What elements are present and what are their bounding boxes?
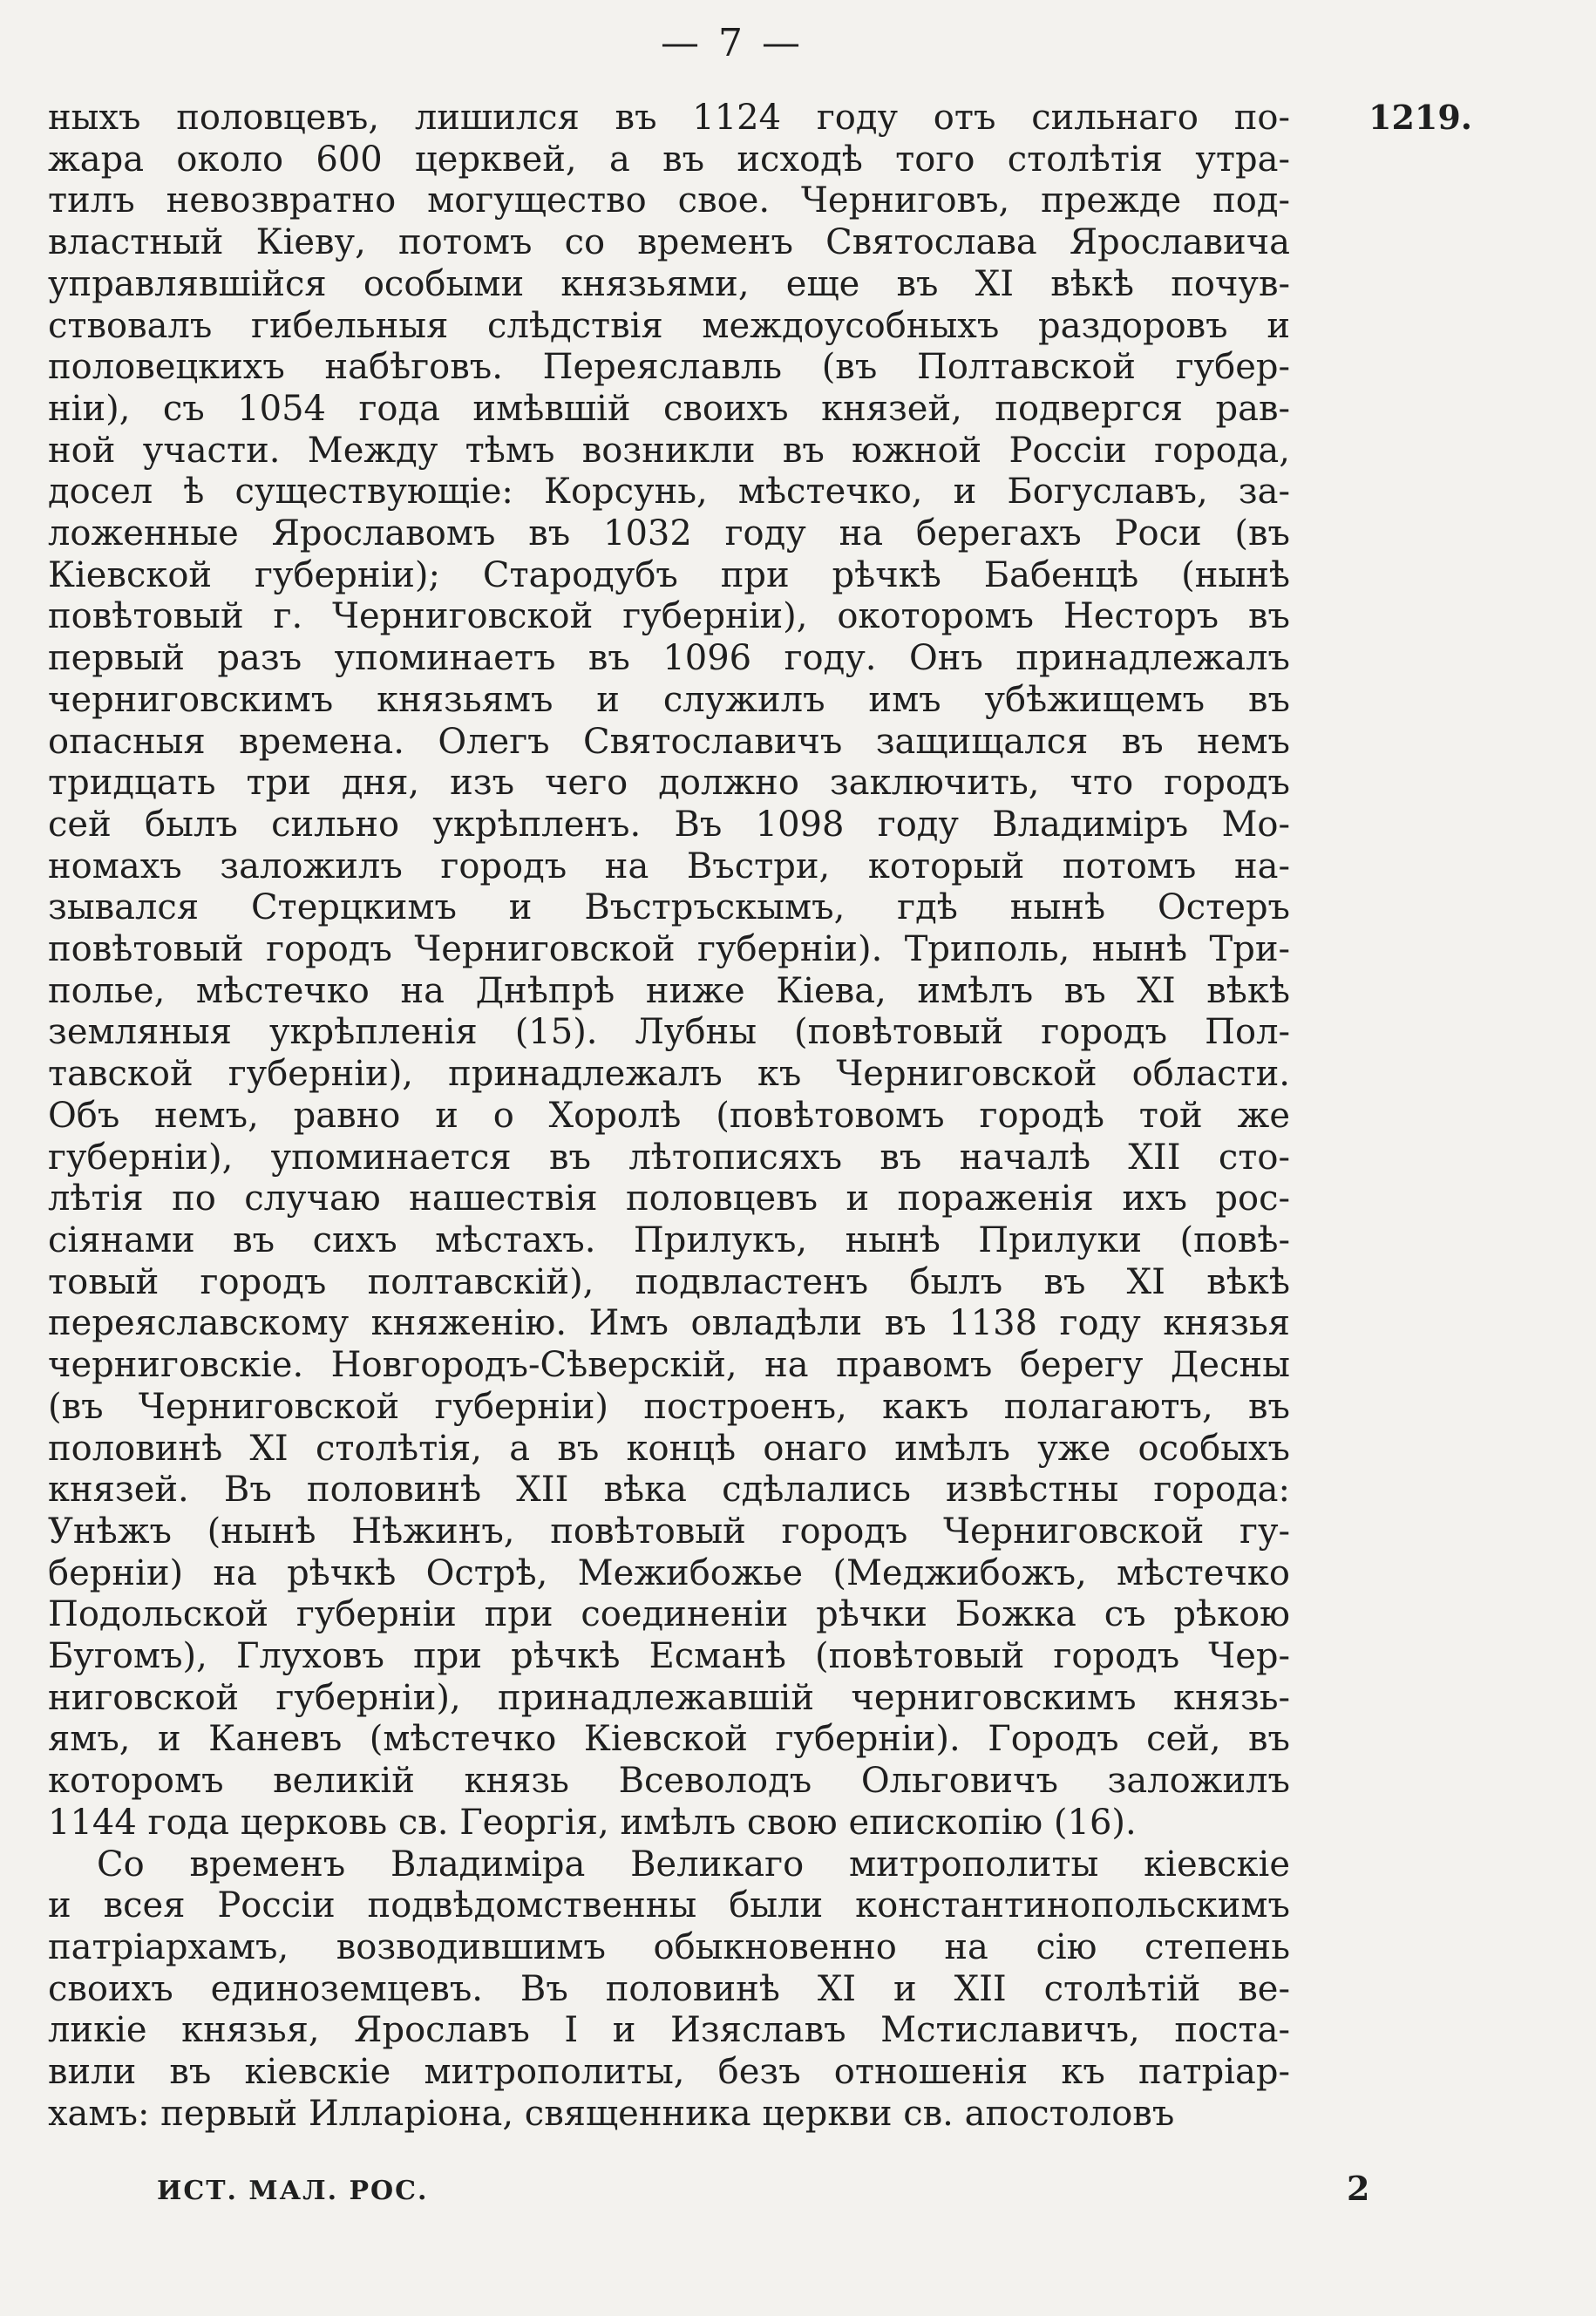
text-line: ниговской губерніи), принадлежавшій черниговскимъ князь- <box>48 1677 1290 1718</box>
printer-signature: ИСТ. МАЛ. РОС. <box>157 2176 429 2206</box>
text-line: хамъ: первый Илларіона, священника церкви св. апостоловъ <box>48 2093 1175 2134</box>
text-line: досел ѣ существующіе: Корсунь, мѣстечко, и Богуславъ, за- <box>48 472 1290 513</box>
text-line: Подольской губерніи при соединеніи рѣчки Божка съ рѣкою <box>48 1594 1290 1635</box>
text-line: Кіевской губерніи); Стародубъ при рѣчкѣ Бабенцѣ (нынѣ <box>48 554 1290 595</box>
text-line: берніи) на рѣчкѣ Острѣ, Межибожье (Меджибожъ, мѣстечко <box>48 1552 1290 1593</box>
text-line: тридцать три дня, изъ чего должно заключить, что городъ <box>48 763 1290 804</box>
text-line: черниговскимъ князьямъ и служилъ имъ убѣжищемъ въ <box>48 679 1290 720</box>
text-line: Бугомъ), Глуховъ при рѣчкѣ Есманѣ (повѣтовый городъ Чер- <box>48 1636 1290 1677</box>
text-line: и всея Россіи подвѣдомственны были константинопольскимъ <box>48 1885 1290 1926</box>
text-line: Со временъ Владиміра Великаго митрополиты кіевскіе <box>97 1844 1290 1885</box>
text-line: зывался Стерцкимъ и Въстръскымъ, гдѣ нынѣ Остеръ <box>48 887 1290 928</box>
text-line: ныхъ половцевъ, лишился въ 1124 году отъ сильнаго по- <box>48 98 1290 138</box>
margin-year-note: 1219. <box>1368 98 1472 137</box>
sheet-number: 2 <box>1347 2169 1370 2208</box>
text-line: ствовалъ гибельныя слѣдствія междоусобныхъ раздоровъ и <box>48 305 1290 346</box>
text-line: Унѣжъ (нынѣ Нѣжинъ, повѣтовый городъ Черниговской гу- <box>48 1511 1290 1552</box>
text-line: номахъ заложилъ городъ на Въстри, который потомъ на- <box>48 846 1290 886</box>
text-line: ніи), съ 1054 года имѣвшій своихъ князей, подвергся рав- <box>48 388 1290 429</box>
text-line: Объ немъ, равно и о Хоролѣ (повѣтовомъ городѣ той же <box>48 1095 1290 1136</box>
text-line: черниговскіе. Новгородъ-Сѣверскій, на правомъ берегу Десны <box>48 1345 1290 1386</box>
text-line: первый разъ упоминаетъ въ 1096 году. Онъ принадлежалъ <box>48 638 1290 679</box>
text-line: переяславскому княженію. Имъ овладѣли въ 1138 году князья <box>48 1303 1290 1344</box>
text-line: 1144 года церковь св. Георгія, имѣлъ свою епископію (16). <box>48 1802 1137 1843</box>
text-line: земляныя укрѣпленія (15). Лубны (повѣтовый городъ Пол- <box>48 1012 1290 1053</box>
page-number: — 7 — <box>661 21 804 65</box>
text-line: половецкихъ набѣговъ. Переяславль (въ Полтавской губер- <box>48 347 1290 388</box>
text-line: которомъ великій князь Всеволодъ Ольговичъ заложилъ <box>48 1761 1290 1802</box>
text-line: полье, мѣстечко на Днѣпрѣ ниже Кіева, имѣлъ въ XI вѣкѣ <box>48 970 1290 1011</box>
text-line: лѣтія по случаю нашествія половцевъ и пораженія ихъ рос- <box>48 1178 1290 1219</box>
text-line: сіянами въ сихъ мѣстахъ. Прилукъ, нынѣ Прилуки (повѣ- <box>48 1219 1290 1260</box>
text-line: ямъ, и Каневъ (мѣстечко Кіевской губерніи). Городъ сей, въ <box>48 1719 1290 1760</box>
text-line: половинѣ XI столѣтія, а въ концѣ онаго имѣлъ уже особыхъ <box>48 1428 1290 1469</box>
text-line: товый городъ полтавскій), подвластенъ былъ въ XI вѣкѣ <box>48 1261 1290 1302</box>
text-line: властный Кіеву, потомъ со временъ Святослава Ярославича <box>48 222 1290 263</box>
text-line: повѣтовый г. Черниговской губерніи), окоторомъ Несторъ въ <box>48 596 1290 637</box>
text-line: жара около 600 церквей, а въ исходѣ того столѣтія утра- <box>48 139 1290 180</box>
text-line: ной участи. Между тѣмъ возникли въ южной Россіи города, <box>48 430 1290 471</box>
text-line: тилъ невозвратно могущество свое. Черниговъ, прежде под- <box>48 180 1290 221</box>
text-line: губерніи), упоминается въ лѣтописяхъ въ началѣ XII сто- <box>48 1137 1290 1178</box>
text-line: опасныя времена. Олегъ Святославичъ защищался въ немъ <box>48 721 1290 762</box>
text-line: ложенные Ярославомъ въ 1032 году на берегахъ Роси (въ <box>48 513 1290 554</box>
text-line: вили въ кіевскіе митрополиты, безъ отношенія къ патріар- <box>48 2052 1290 2093</box>
text-line: управлявшійся особыми князьями, еще въ XI вѣкѣ почув- <box>48 263 1290 304</box>
text-line: ликіе князья, Ярославъ I и Изяславъ Мстиславичъ, поста- <box>48 2010 1290 2051</box>
text-line: тавской губерніи), принадлежалъ къ Черниговской области. <box>48 1054 1290 1095</box>
text-line: повѣтовый городъ Черниговской губерніи). Триполь, нынѣ Три- <box>48 929 1290 970</box>
text-line: сей былъ сильно укрѣпленъ. Въ 1098 году Владиміръ Мо- <box>48 804 1290 845</box>
text-line: патріархамъ, возводившимъ обыкновенно на сію степень <box>48 1926 1290 1967</box>
body-text <box>48 98 1290 2135</box>
text-line: (въ Черниговской губерніи) построенъ, какъ полагаютъ, въ <box>48 1386 1290 1427</box>
text-line: князей. Въ половинѣ XII вѣка сдѣлались извѣстны города: <box>48 1470 1290 1511</box>
text-line: своихъ единоземцевъ. Въ половинѣ XI и XII столѣтій ве- <box>48 1968 1290 2009</box>
